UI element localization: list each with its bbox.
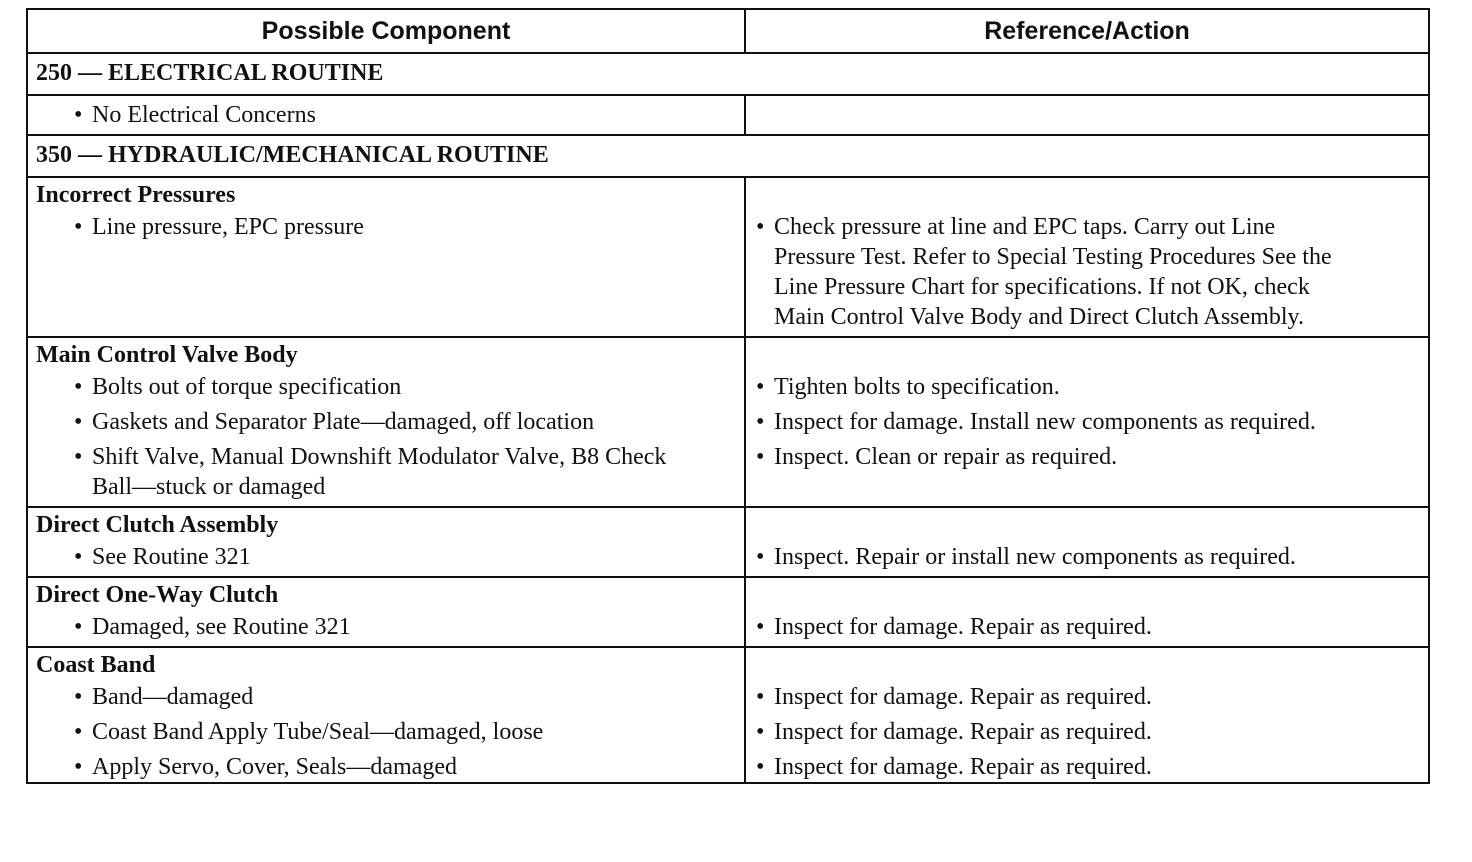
action-item: • Inspect for damage. Repair as required. <box>746 717 1428 747</box>
action-item: • Inspect for damage. Install new components as required. <box>746 407 1428 437</box>
section-row-hydraulic <box>27 135 1429 177</box>
action-item: • Inspect for damage. Repair as required. <box>746 752 1428 782</box>
action-cell <box>745 577 1429 647</box>
action-item: • Inspect. Repair or install new components as required. <box>746 542 1428 572</box>
table-row <box>27 577 1429 647</box>
list-item: • Coast Band Apply Tube/Seal—damaged, loose <box>28 717 744 747</box>
component-cell <box>27 95 745 135</box>
table-row <box>27 647 1429 783</box>
action-cell <box>745 507 1429 577</box>
component-cell <box>27 577 745 647</box>
component-cell <box>27 337 745 507</box>
action-cell <box>745 647 1429 783</box>
action-item: • Inspect. Clean or repair as required. <box>746 442 1428 472</box>
list-item: • Apply Servo, Cover, Seals—damaged <box>28 752 744 782</box>
action-item: • Inspect for damage. Repair as required. <box>746 612 1428 642</box>
header-row <box>27 9 1429 53</box>
action-cell <box>745 177 1429 337</box>
action-item: • Check pressure at line and EPC taps. Carry out Line Pressure Test. Refer to Special Testing Procedures See the Line Pressure Chart for specifications. If not OK, check Main Control Valve Body and Direct Clutch Assembly. <box>746 212 1428 332</box>
group-title: Direct Clutch Assembly <box>36 512 279 538</box>
list-item: • See Routine 321 <box>28 542 744 572</box>
table-row <box>27 337 1429 507</box>
list-item: • Shift Valve, Manual Downshift Modulator Valve, B8 Check Ball—stuck or damaged <box>28 442 744 502</box>
list-item: • Line pressure, EPC pressure <box>28 212 744 242</box>
header-action: Reference/Action <box>745 9 1429 53</box>
component-cell <box>27 507 745 577</box>
list-item: • Band—damaged <box>28 682 744 712</box>
section-title-electrical: 250 — ELECTRICAL ROUTINE <box>27 53 1429 95</box>
header-component: Possible Component <box>27 9 745 53</box>
action-item: • Tighten bolts to specification. <box>746 372 1428 402</box>
group-title: Direct One-Way Clutch <box>36 582 279 608</box>
action-cell <box>745 95 1429 135</box>
group-title: Main Control Valve Body <box>36 342 298 368</box>
group-title: Coast Band <box>36 652 156 678</box>
list-item: • No Electrical Concerns <box>28 96 744 134</box>
component-cell <box>27 647 745 783</box>
action-item: • Inspect for damage. Repair as required. <box>746 682 1428 712</box>
diagnosis-table <box>26 8 1430 784</box>
action-cell <box>745 337 1429 507</box>
section-row-electrical <box>27 53 1429 95</box>
list-item: • Gaskets and Separator Plate—damaged, off location <box>28 407 744 437</box>
table-row <box>27 507 1429 577</box>
table-row <box>27 177 1429 337</box>
list-item: • Damaged, see Routine 321 <box>28 612 744 642</box>
group-title: Incorrect Pressures <box>36 182 236 208</box>
section-title-hydraulic: 350 — HYDRAULIC/MECHANICAL ROUTINE <box>27 135 1429 177</box>
component-cell <box>27 177 745 337</box>
list-item: • Bolts out of torque specification <box>28 372 744 402</box>
table-row <box>27 95 1429 135</box>
